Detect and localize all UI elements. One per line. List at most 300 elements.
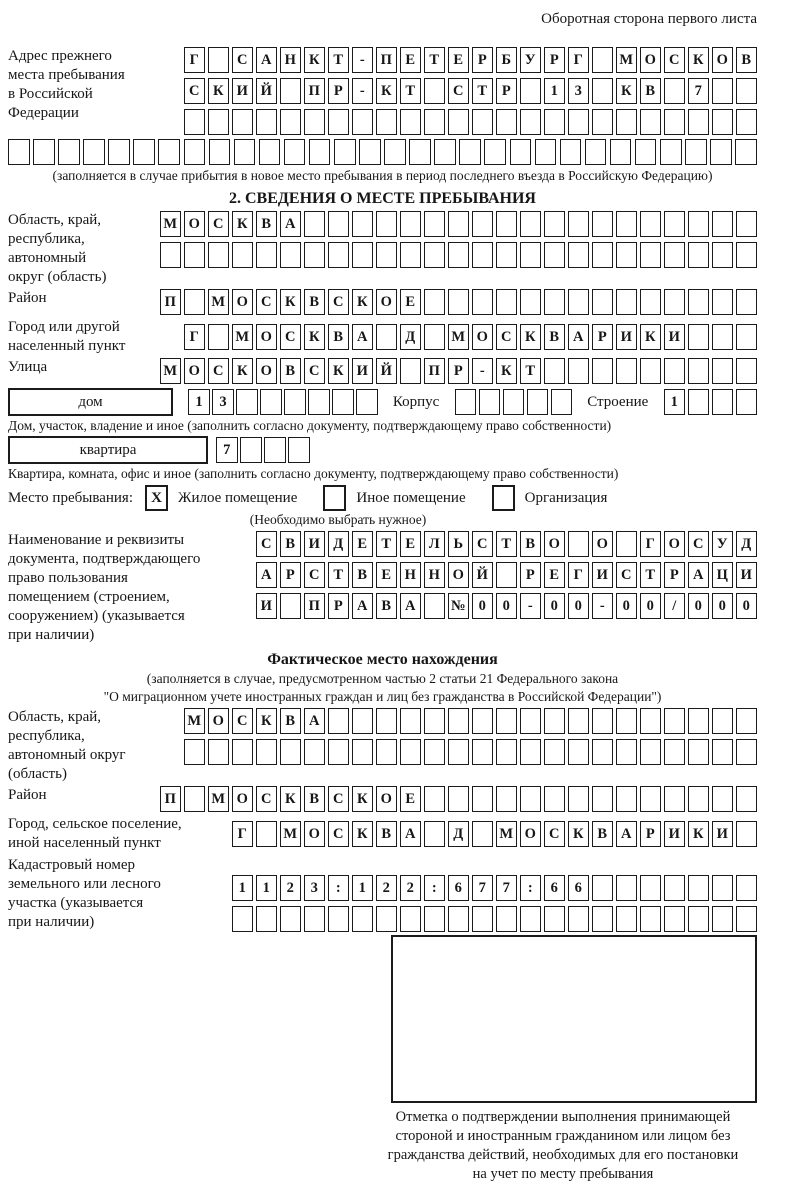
char-box xyxy=(424,289,446,315)
section2-title: 2. СВЕДЕНИЯ О МЕСТЕ ПРЕБЫВАНИЯ xyxy=(229,190,536,207)
char-box: М xyxy=(208,289,230,315)
char-box xyxy=(304,109,326,135)
char-box: 0 xyxy=(616,593,638,619)
char-box: В xyxy=(280,708,302,734)
char-box: К xyxy=(496,358,518,384)
char-box: Ц xyxy=(712,562,734,588)
char-box: Й xyxy=(256,78,278,104)
char-box: И xyxy=(664,324,686,350)
char-box xyxy=(376,211,398,237)
char-box: К xyxy=(328,358,350,384)
char-box: К xyxy=(304,324,326,350)
char-box: Г xyxy=(640,531,662,557)
char-box xyxy=(184,786,206,812)
char-box: И xyxy=(712,821,734,847)
char-box xyxy=(544,708,566,734)
char-box: П xyxy=(304,78,326,104)
char-box: У xyxy=(520,47,542,73)
char-box xyxy=(712,109,734,135)
fact-district-boxes xyxy=(160,786,758,812)
char-box xyxy=(568,531,590,557)
char-box: 0 xyxy=(736,593,758,619)
fact-region-row-1 xyxy=(184,708,758,734)
char-box: : xyxy=(520,875,542,901)
char-box xyxy=(352,906,374,932)
stroenie-label: Строение xyxy=(587,393,649,410)
char-box xyxy=(520,906,542,932)
char-box xyxy=(592,786,614,812)
char-box: И xyxy=(232,78,254,104)
char-box: 1 xyxy=(664,389,686,415)
char-box: 6 xyxy=(568,875,590,901)
char-box xyxy=(434,139,456,165)
char-box: Е xyxy=(400,289,422,315)
char-box xyxy=(284,139,306,165)
char-box: Д xyxy=(400,324,422,350)
char-box xyxy=(376,324,398,350)
char-box xyxy=(568,739,590,765)
char-box: О xyxy=(256,324,278,350)
stay-type-row xyxy=(8,485,757,511)
char-box: : xyxy=(328,875,350,901)
char-box: 3 xyxy=(568,78,590,104)
char-box xyxy=(334,139,356,165)
char-box: М xyxy=(184,708,206,734)
char-box: Г xyxy=(232,821,254,847)
char-box xyxy=(352,211,374,237)
char-box xyxy=(455,389,477,415)
char-box xyxy=(616,242,638,268)
char-box: В xyxy=(376,593,398,619)
char-box xyxy=(184,109,206,135)
stamp-box xyxy=(391,935,757,1103)
fact-district-row xyxy=(8,786,757,812)
char-box xyxy=(208,739,230,765)
char-box xyxy=(735,139,757,165)
char-box xyxy=(568,242,590,268)
char-box xyxy=(133,139,155,165)
char-box: И xyxy=(616,324,638,350)
char-box xyxy=(472,786,494,812)
char-box xyxy=(479,389,501,415)
char-box xyxy=(664,109,686,135)
char-box: В xyxy=(280,531,302,557)
char-box xyxy=(640,289,662,315)
street-row xyxy=(8,358,757,384)
char-box: Р xyxy=(664,562,686,588)
fact-region-rows xyxy=(184,708,758,784)
char-box: Й xyxy=(472,562,494,588)
char-box: : xyxy=(424,875,446,901)
char-box: Е xyxy=(376,562,398,588)
char-box xyxy=(280,109,302,135)
char-box: В xyxy=(592,821,614,847)
char-box xyxy=(472,242,494,268)
char-box xyxy=(520,109,542,135)
char-box xyxy=(592,242,614,268)
char-box xyxy=(568,708,590,734)
char-box: 6 xyxy=(448,875,470,901)
char-box: В xyxy=(304,289,326,315)
stamp-caption: Отметка о подтверждении выполнения принимающей стороной и иностранным гражданином или лицом без гражданства действий, необходимых для его постановки на учет по месту пребывания xyxy=(387,1109,739,1182)
house-field-label: дом xyxy=(78,393,103,410)
char-box xyxy=(308,389,330,415)
prev-address-row-2 xyxy=(184,78,758,104)
char-box: К xyxy=(352,821,374,847)
char-box xyxy=(400,739,422,765)
char-box xyxy=(544,211,566,237)
char-box xyxy=(736,906,758,932)
char-box xyxy=(616,211,638,237)
char-box xyxy=(592,875,614,901)
char-box: 0 xyxy=(640,593,662,619)
char-box xyxy=(712,242,734,268)
char-box: - xyxy=(520,593,542,619)
char-box xyxy=(535,139,557,165)
char-box: К xyxy=(208,78,230,104)
char-box: А xyxy=(616,821,638,847)
char-box xyxy=(236,389,258,415)
char-box: О xyxy=(376,289,398,315)
char-box xyxy=(400,358,422,384)
document-block xyxy=(8,531,757,645)
char-box: О xyxy=(712,47,734,73)
char-box: А xyxy=(304,708,326,734)
char-box xyxy=(376,242,398,268)
char-box xyxy=(616,906,638,932)
char-box xyxy=(33,139,55,165)
char-box xyxy=(592,211,614,237)
char-box xyxy=(376,109,398,135)
fact-region-label: Область, край, республика, автономный округ (область) xyxy=(8,709,126,782)
char-box: 1 xyxy=(232,875,254,901)
char-box: № xyxy=(448,593,470,619)
char-box xyxy=(448,786,470,812)
char-box: В xyxy=(376,821,398,847)
char-box: М xyxy=(160,211,182,237)
char-box: Н xyxy=(424,562,446,588)
document-row-3 xyxy=(256,593,758,619)
char-box: Е xyxy=(352,531,374,557)
char-box xyxy=(400,242,422,268)
char-box: О xyxy=(232,289,254,315)
apartment-field-box xyxy=(8,436,208,464)
char-box: В xyxy=(640,78,662,104)
fact-region-block xyxy=(8,708,757,784)
char-box xyxy=(309,139,331,165)
char-box: Т xyxy=(520,358,542,384)
char-box: И xyxy=(256,593,278,619)
char-box xyxy=(616,708,638,734)
char-box xyxy=(256,739,278,765)
char-box xyxy=(400,708,422,734)
char-box: А xyxy=(256,562,278,588)
char-box: К xyxy=(280,786,302,812)
option-label-other-premises: Иное помещение xyxy=(356,489,466,506)
char-box: Р xyxy=(520,562,542,588)
char-box: К xyxy=(256,708,278,734)
char-box xyxy=(448,708,470,734)
char-box: Р xyxy=(448,358,470,384)
char-box xyxy=(376,739,398,765)
char-box xyxy=(664,906,686,932)
char-box xyxy=(544,242,566,268)
char-box: С xyxy=(472,531,494,557)
char-box: М xyxy=(160,358,182,384)
char-box: 0 xyxy=(544,593,566,619)
char-box xyxy=(232,739,254,765)
char-box: В xyxy=(304,786,326,812)
char-box xyxy=(712,324,734,350)
char-box xyxy=(280,739,302,765)
char-box xyxy=(448,109,470,135)
char-box xyxy=(520,289,542,315)
region-row-1 xyxy=(160,211,758,237)
cadastral-label: Кадастровый номер земельного или лесного участка (указывается при наличии) xyxy=(8,857,161,930)
char-box xyxy=(424,739,446,765)
char-box: М xyxy=(448,324,470,350)
city-boxes xyxy=(184,324,758,350)
char-box: Т xyxy=(376,531,398,557)
char-box: И xyxy=(304,531,326,557)
char-box xyxy=(544,358,566,384)
char-box xyxy=(352,708,374,734)
char-box: К xyxy=(568,821,590,847)
option-label-organization: Организация xyxy=(524,489,608,506)
char-box: А xyxy=(400,593,422,619)
char-box: О xyxy=(520,821,542,847)
char-box xyxy=(304,211,326,237)
char-box xyxy=(264,437,286,463)
char-box: Т xyxy=(328,47,350,73)
char-box xyxy=(328,109,350,135)
char-box: О xyxy=(232,786,254,812)
stay-type-note: (Необходимо выбрать нужное) xyxy=(249,512,427,527)
char-box xyxy=(184,139,206,165)
char-box xyxy=(108,139,130,165)
char-box xyxy=(592,78,614,104)
char-box xyxy=(496,786,518,812)
city-row xyxy=(8,318,757,356)
char-box xyxy=(736,786,758,812)
char-box xyxy=(544,739,566,765)
char-box xyxy=(544,906,566,932)
char-box xyxy=(736,289,758,315)
prev-address-row-1 xyxy=(184,47,758,73)
char-box xyxy=(568,906,590,932)
char-box: М xyxy=(280,821,302,847)
char-box xyxy=(256,821,278,847)
char-box xyxy=(712,875,734,901)
char-box: С xyxy=(448,78,470,104)
char-box: И xyxy=(352,358,374,384)
char-box: П xyxy=(304,593,326,619)
char-box xyxy=(496,109,518,135)
char-box: В xyxy=(328,324,350,350)
char-box: О xyxy=(664,531,686,557)
char-box xyxy=(640,906,662,932)
char-box xyxy=(710,139,732,165)
char-box xyxy=(424,242,446,268)
char-box xyxy=(424,109,446,135)
char-box xyxy=(688,786,710,812)
district-label: Район xyxy=(8,290,47,306)
char-box: В xyxy=(736,47,758,73)
char-box xyxy=(184,289,206,315)
char-box xyxy=(184,739,206,765)
char-box xyxy=(640,739,662,765)
document-row-2 xyxy=(256,562,758,588)
prev-address-note: (заполняется в случае прибытия в новое место пребывания в период последнего въезда в Российскую Федерацию) xyxy=(52,168,713,183)
char-box xyxy=(256,109,278,135)
char-box xyxy=(568,786,590,812)
char-box xyxy=(616,531,638,557)
char-box xyxy=(544,289,566,315)
char-box xyxy=(640,358,662,384)
char-box xyxy=(510,139,532,165)
char-box xyxy=(664,242,686,268)
char-box xyxy=(448,211,470,237)
char-box: П xyxy=(424,358,446,384)
char-box: С xyxy=(184,78,206,104)
char-box: С xyxy=(664,47,686,73)
char-box: С xyxy=(688,531,710,557)
document-rows xyxy=(256,531,758,645)
char-box: Н xyxy=(280,47,302,73)
char-box xyxy=(688,242,710,268)
char-box xyxy=(256,906,278,932)
char-box xyxy=(400,211,422,237)
char-box: С xyxy=(496,324,518,350)
char-box xyxy=(616,875,638,901)
char-box: Р xyxy=(592,324,614,350)
char-box: К xyxy=(520,324,542,350)
char-box xyxy=(328,211,350,237)
char-box: К xyxy=(640,324,662,350)
char-box xyxy=(688,875,710,901)
char-box: 2 xyxy=(400,875,422,901)
char-box: 0 xyxy=(472,593,494,619)
checkbox-residential: X xyxy=(145,485,168,511)
char-box xyxy=(736,242,758,268)
char-box: Г xyxy=(568,47,590,73)
char-box: 3 xyxy=(304,875,326,901)
stroenie-boxes xyxy=(664,389,758,415)
char-box xyxy=(520,242,542,268)
char-box xyxy=(284,389,306,415)
char-box: 2 xyxy=(280,875,302,901)
char-box: Т xyxy=(424,47,446,73)
char-box xyxy=(496,242,518,268)
char-box xyxy=(304,242,326,268)
char-box: О xyxy=(256,358,278,384)
char-box xyxy=(736,389,758,415)
char-box xyxy=(328,739,350,765)
prev-address-block xyxy=(8,47,757,135)
char-box: Е xyxy=(448,47,470,73)
char-box: Д xyxy=(448,821,470,847)
char-box: 6 xyxy=(544,875,566,901)
apartment-boxes xyxy=(216,437,310,463)
char-box: О xyxy=(544,531,566,557)
char-box: А xyxy=(256,47,278,73)
char-box xyxy=(551,389,573,415)
char-box xyxy=(568,358,590,384)
char-box: О xyxy=(640,47,662,73)
char-box xyxy=(544,786,566,812)
char-box xyxy=(736,821,758,847)
char-box: Е xyxy=(544,562,566,588)
char-box: 7 xyxy=(216,437,238,463)
char-box xyxy=(424,786,446,812)
char-box: У xyxy=(712,531,734,557)
char-box xyxy=(688,389,710,415)
char-box xyxy=(560,139,582,165)
char-box xyxy=(640,242,662,268)
char-box: Р xyxy=(280,562,302,588)
house-note: Дом, участок, владение и иное (заполнить согласно документу, подтверждающему право собственности) xyxy=(8,418,612,433)
house-number-boxes xyxy=(188,389,378,415)
char-box: 1 xyxy=(544,78,566,104)
char-box: О xyxy=(184,358,206,384)
char-box: - xyxy=(472,358,494,384)
char-box: Е xyxy=(400,47,422,73)
char-box: А xyxy=(352,324,374,350)
char-box xyxy=(688,289,710,315)
char-box xyxy=(424,708,446,734)
char-box xyxy=(568,211,590,237)
char-box xyxy=(8,139,30,165)
char-box: К xyxy=(232,358,254,384)
char-box xyxy=(409,139,431,165)
char-box: - xyxy=(352,47,374,73)
page-header-note: Оборотная сторона первого листа xyxy=(541,11,757,27)
char-box xyxy=(616,786,638,812)
char-box: 1 xyxy=(352,875,374,901)
char-box xyxy=(424,78,446,104)
char-box: О xyxy=(184,211,206,237)
checkbox-other-premises xyxy=(323,485,346,511)
prev-address-row-3 xyxy=(184,109,758,135)
house-row xyxy=(8,388,757,416)
char-box xyxy=(280,78,302,104)
fact-title: Фактическое место нахождения xyxy=(267,651,498,668)
char-box: Г xyxy=(184,47,206,73)
char-box xyxy=(736,739,758,765)
char-box: М xyxy=(208,786,230,812)
char-box xyxy=(424,324,446,350)
char-box xyxy=(234,139,256,165)
char-box xyxy=(712,786,734,812)
char-box: Н xyxy=(400,562,422,588)
char-box xyxy=(712,906,734,932)
char-box xyxy=(472,109,494,135)
char-box: Р xyxy=(640,821,662,847)
char-box xyxy=(736,211,758,237)
char-box xyxy=(328,708,350,734)
fact-city-label: Город, сельское поселение, иной населенный пункт xyxy=(8,816,182,851)
fact-city-boxes xyxy=(232,821,758,847)
char-box xyxy=(664,875,686,901)
char-box xyxy=(208,109,230,135)
region-block xyxy=(8,211,757,287)
char-box: П xyxy=(160,786,182,812)
char-box xyxy=(58,139,80,165)
char-box xyxy=(664,289,686,315)
char-box: Д xyxy=(328,531,350,557)
char-box: О xyxy=(208,708,230,734)
char-box xyxy=(472,906,494,932)
